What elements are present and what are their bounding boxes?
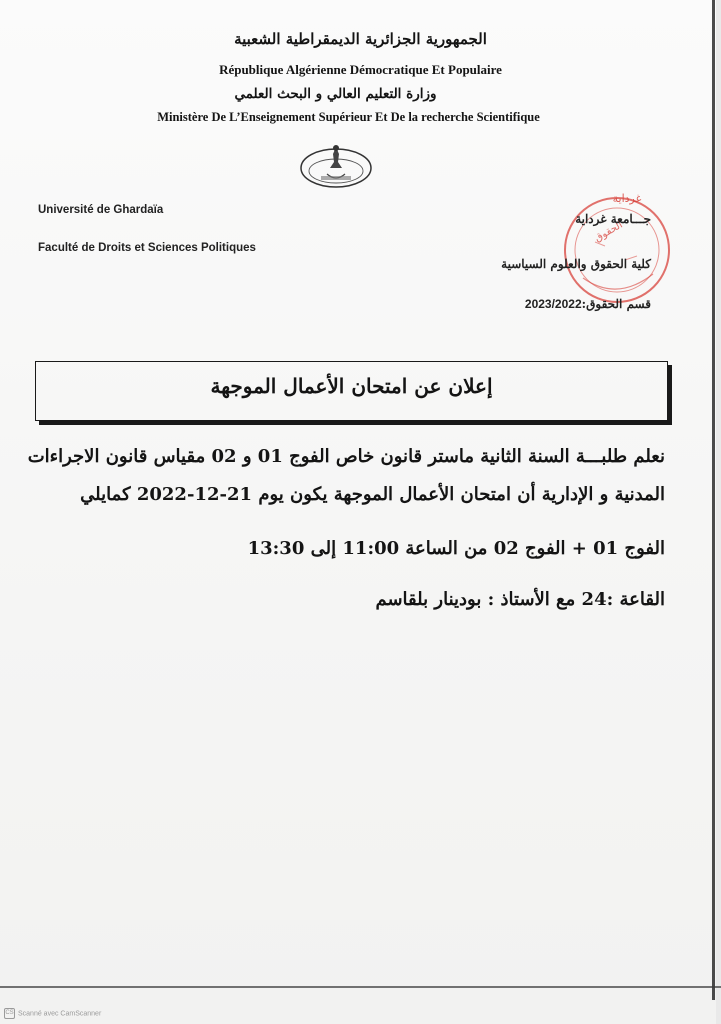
- department-label: قسم الحقوق:: [581, 297, 651, 311]
- republic-french: République Algérienne Démocratique Et Populaire: [219, 62, 502, 77]
- faculty-name-arabic: كلية الحقوق والعلوم السياسية: [501, 257, 651, 271]
- university-logo-icon: [297, 138, 375, 190]
- announcement-title-box: [35, 361, 668, 421]
- announcement-line-3: الفوج 01 + الفوج 02 من الساعة 11:00 إلى 13:30: [247, 538, 665, 559]
- academic-year: 2023/2022: [524, 297, 582, 311]
- ministry-french: Ministère De L’Enseignement Supérieur Et De la recherche Scientifique: [157, 110, 540, 124]
- faculty-name-french: Faculté de Droits et Sciences Politiques: [38, 242, 256, 254]
- announcement-line-1: نعلم طلبـــة السنة الثانية ماستر قانون خاص الفوج 01 و 02 مقياس قانون الاجراءات: [27, 446, 665, 467]
- announcement-line-2: المدنية و الإدارية أن امتحان الأعمال الموجهة يكون يوم 21-12-2022 كمايلي: [80, 484, 665, 505]
- page-edge-shadow: [716, 0, 721, 1024]
- announcement-line-4: القاعة :24 مع الأستاذ : بودينار بلقاسم: [375, 589, 665, 610]
- university-name-french: Université de Ghardaïa: [38, 204, 164, 216]
- ministry-arabic: وزارة التعليم العالي و البحث العلمي: [234, 86, 437, 102]
- page-edge-line: [712, 0, 715, 1000]
- camscanner-icon: CS: [4, 1008, 15, 1019]
- scanner-watermark: [4, 1008, 101, 1019]
- page-bottom-line: [0, 986, 721, 988]
- department-year: [525, 297, 651, 311]
- university-name-arabic: جـــامعة غرداية: [575, 212, 651, 226]
- stamp-text-top: غرداية: [612, 192, 642, 205]
- scanner-text: Scanné avec CamScanner: [18, 1010, 102, 1018]
- announcement-title: إعلان عن امتحان الأعمال الموجهة: [210, 374, 493, 398]
- stamp-text-mid: الحقوق: [592, 219, 625, 245]
- republic-arabic: الجمهورية الجزائرية الديمقراطية الشعبية: [234, 30, 487, 48]
